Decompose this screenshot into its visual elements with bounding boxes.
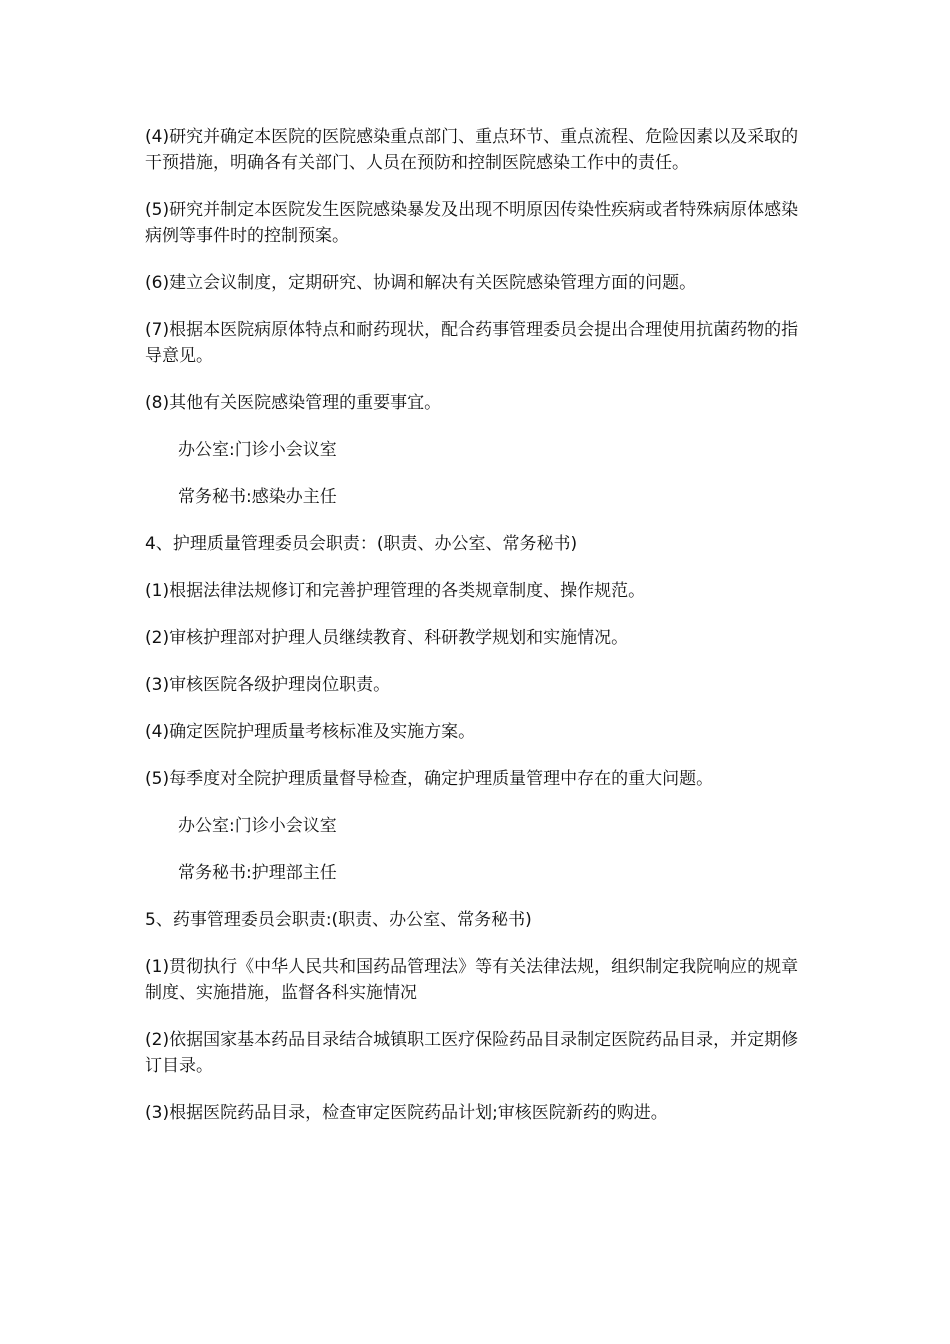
section-heading-nursing-committee: 4、护理质量管理委员会职责：(职责、办公室、常务秘书) — [145, 534, 578, 554]
paragraph-nursing-item-2: (2)审核护理部对护理人员继续教育、科研教学规划和实施情况。 — [145, 628, 629, 648]
paragraph-infection-item-6: (6)建立会议制度，定期研究、协调和解决有关医院感染管理方面的问题。 — [145, 273, 697, 293]
paragraph-nursing-secretary: 常务秘书:护理部主任 — [178, 863, 337, 883]
paragraph-pharmacy-item-2: (2)依据国家基本药品目录结合城镇职工医疗保险药品目录制定医院药品目录，并定期修订目录。 — [145, 1030, 799, 1076]
paragraph-infection-office: 办公室:门诊小会议室 — [178, 440, 337, 460]
paragraph-nursing-item-3: (3)审核医院各级护理岗位职责。 — [145, 675, 391, 695]
section-heading-pharmacy-committee: 5、药事管理委员会职责:(职责、办公室、常务秘书) — [145, 910, 532, 930]
paragraph-nursing-office: 办公室:门诊小会议室 — [178, 816, 337, 836]
paragraph-infection-item-4: (4)研究并确定本医院的医院感染重点部门、重点环节、重点流程、危险因素以及采取的干预措施，明确各有关部门、人员在预防和控制医院感染工作中的责任。 — [145, 127, 799, 173]
paragraph-infection-item-8: (8)其他有关医院感染管理的重要事宜。 — [145, 393, 442, 413]
paragraph-nursing-item-4: (4)确定医院护理质量考核标准及实施方案。 — [145, 722, 476, 742]
paragraph-nursing-item-5: (5)每季度对全院护理质量督导检查，确定护理质量管理中存在的重大问题。 — [145, 769, 714, 789]
paragraph-pharmacy-item-3: (3)根据医院药品目录，检查审定医院药品计划;审核医院新药的购进。 — [145, 1103, 668, 1123]
paragraph-infection-item-5: (5)研究并制定本医院发生医院感染暴发及出现不明原因传染性疾病或者特殊病原体感染病例等事件时的控制预案。 — [145, 200, 799, 246]
paragraph-nursing-item-1: (1)根据法律法规修订和完善护理管理的各类规章制度、操作规范。 — [145, 581, 646, 601]
paragraph-pharmacy-item-1: (1)贯彻执行《中华人民共和国药品管理法》等有关法律法规，组织制定我院响应的规章制度、实施措施，监督各科实施情况 — [145, 957, 799, 1003]
document-body — [145, 124, 810, 1147]
paragraph-infection-item-7: (7)根据本医院病原体特点和耐药现状，配合药事管理委员会提出合理使用抗菌药物的指导意见。 — [145, 320, 799, 366]
paragraph-infection-secretary: 常务秘书:感染办主任 — [178, 487, 337, 507]
